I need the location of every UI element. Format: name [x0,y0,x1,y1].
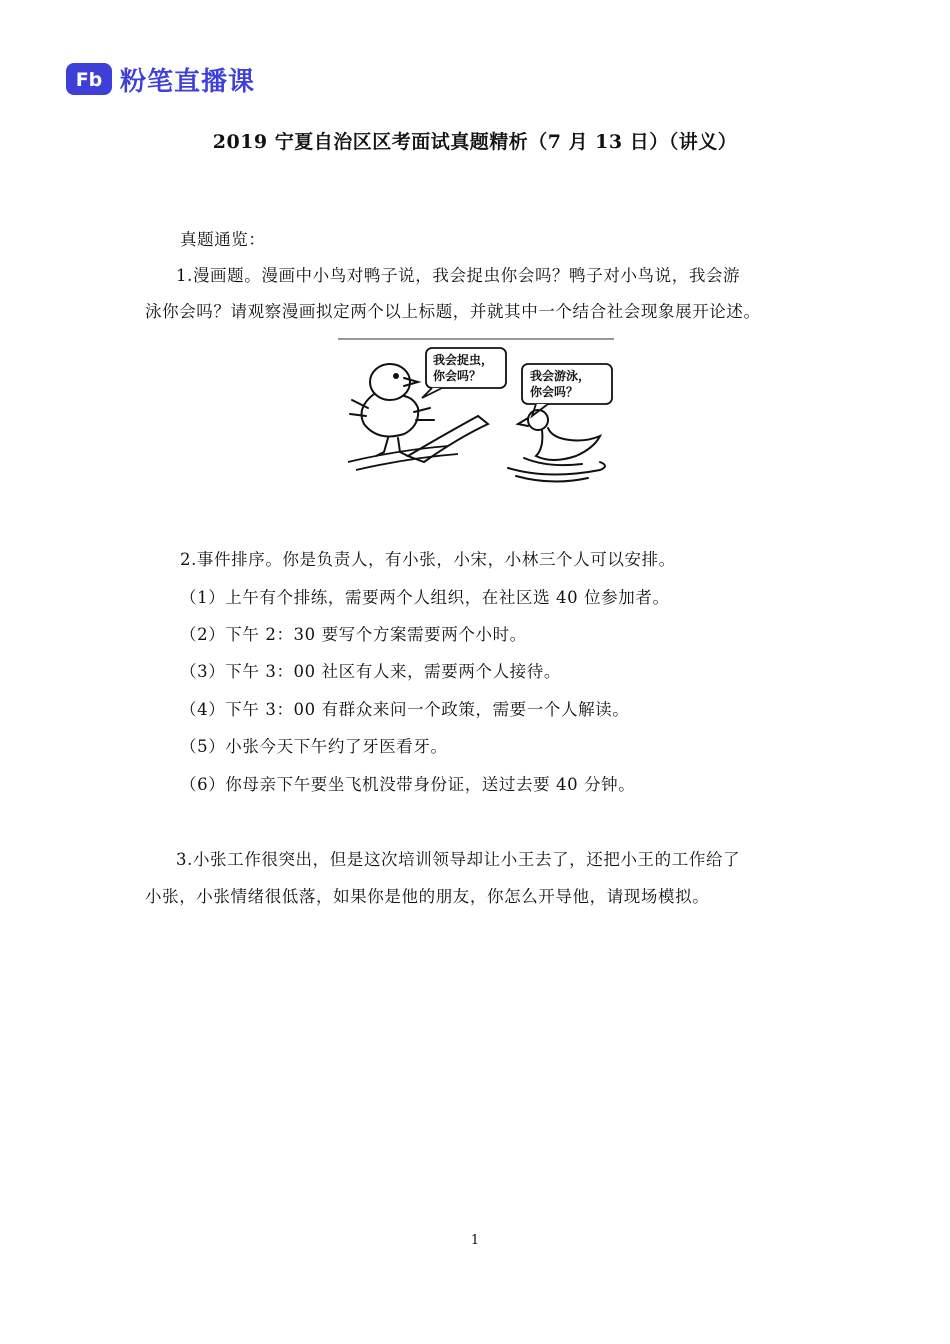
overview-label: 真题通览： [180,230,266,249]
brand-logo [66,62,255,96]
question3-line1: 3.小张工作很突出，但是这次培训领导却让小王去了，还把小王的工作给了 [176,850,741,869]
question2-intro: 2.事件排序。你是负责人，有小张，小宋，小林三个人可以安排。 [180,550,676,569]
logo-mark-text: Fb [75,69,103,91]
bird-duck-cartoon [338,338,614,490]
question2-item-1: （1）上午有个排练，需要两个人组织，在社区选 40 位参加者。 [180,588,670,607]
duck-figure [508,410,605,482]
bird-bubble-line2: 你会吗？ [433,369,482,383]
question2-item-5: （5）小张今天下午约了牙医看牙。 [180,737,448,756]
fb-logo-icon [66,63,112,95]
question2-item-3: （3）下午 3：00 社区有人来，需要两个人接待。 [180,662,561,681]
brand-name: 粉笔直播课 [120,66,256,97]
bird-bubble-line1: 我会捉虫， [433,353,494,367]
duck-speech-bubble [522,364,612,416]
duck-bubble-line1: 我会游泳， [530,369,591,383]
bird-figure [350,364,434,456]
bird-speech-bubble [422,348,506,398]
question2-item-2: （2）下午 2：30 要写个方案需要两个小时。 [180,625,527,644]
question1-line2: 泳你会吗？请观察漫画拟定两个以上标题，并就其中一个结合社会现象展开论述。 [145,302,761,321]
duck-bubble-line2: 你会吗？ [530,385,579,399]
question1-line1: 1.漫画题。漫画中小鸟对鸭子说，我会捉虫你会吗？鸭子对小鸟说，我会游 [176,266,741,285]
question2-item-4: （4）下午 3：00 有群众来问一个政策，需要一个人解读。 [180,700,630,719]
question2-item-6: （6）你母亲下午要坐飞机没带身份证，送过去要 40 分钟。 [180,775,636,794]
question3-line2: 小张，小张情绪很低落，如果你是他的朋友，你怎么开导他，请现场模拟。 [145,887,710,906]
document-title: 2019 宁夏自治区区考面试真题精析（7 月 13 日）（讲义） [212,131,738,153]
page-number: 1 [470,1233,480,1248]
